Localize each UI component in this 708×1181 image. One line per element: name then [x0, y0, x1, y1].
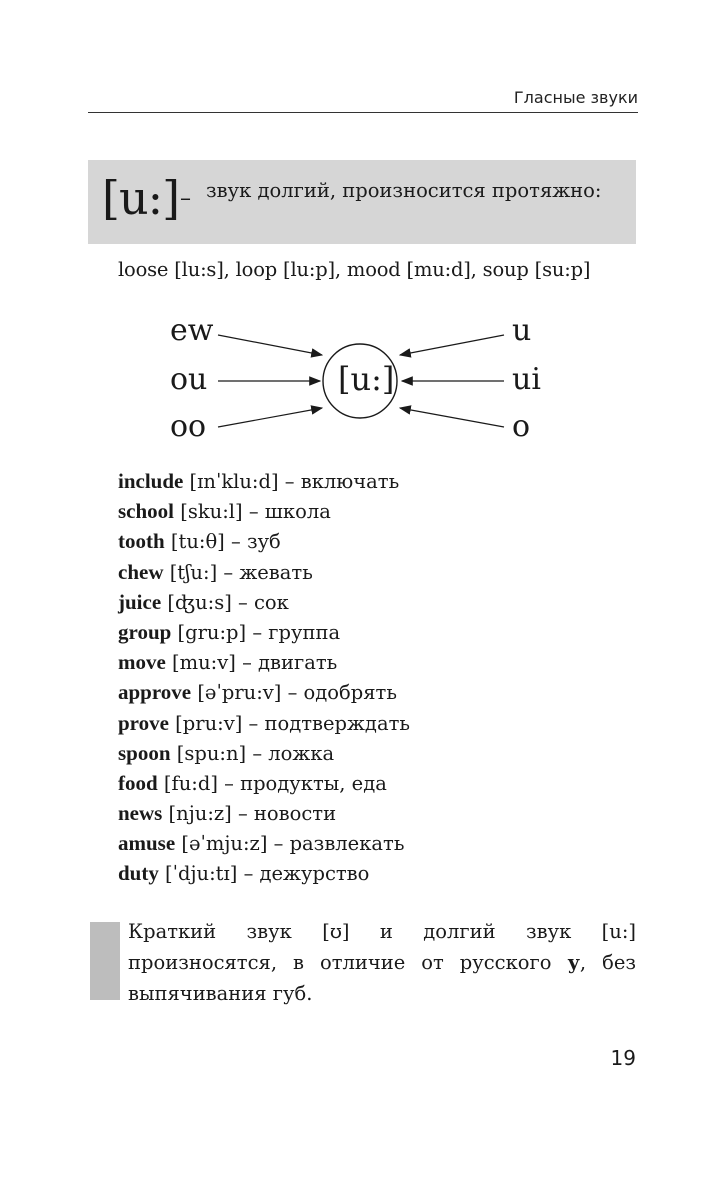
vocab-word: news	[118, 801, 163, 826]
sound-dash: –	[180, 186, 191, 211]
arrow-ew	[218, 335, 322, 355]
vocab-row	[118, 828, 410, 858]
vocab-definition: [pru:v] – подтверждать	[168, 711, 410, 735]
vocab-definition: [nju:z] – новости	[162, 802, 337, 826]
vocab-definition: [ˈdju:tɪ] – дежурство	[158, 862, 370, 886]
vocab-definition: [tu:θ] – зуб	[164, 530, 281, 554]
label-oo: oo	[170, 409, 207, 444]
vocab-word: group	[118, 619, 172, 644]
label-ou: ou	[170, 362, 208, 397]
vocab-definition: [mu:v] – двигать	[165, 651, 338, 675]
label-ui: ui	[512, 362, 541, 397]
vocab-row	[118, 738, 410, 768]
vocab-word: juice	[118, 589, 162, 614]
vocab-row	[118, 677, 410, 707]
page-number: 19	[610, 1046, 636, 1070]
vocab-word: prove	[118, 710, 169, 735]
vocab-row	[118, 798, 410, 828]
vocab-word: include	[118, 469, 184, 493]
vocab-definition: [sku:l] – школа	[174, 500, 331, 524]
note-letter: у	[567, 951, 580, 974]
label-ew: ew	[170, 313, 214, 348]
sound-symbol: [u:]	[102, 171, 180, 225]
vocab-word: duty	[118, 861, 159, 886]
vocab-row	[118, 526, 410, 556]
example-words: loose [lu:s], loop [lu:p], mood [mu:d], soup [su:p]	[118, 258, 591, 281]
note-paragraph	[128, 916, 636, 1009]
vocab-row	[118, 768, 410, 798]
vocabulary-list	[118, 466, 410, 889]
arrow-o	[400, 408, 504, 427]
vocab-row	[118, 708, 410, 738]
vocab-row	[118, 587, 410, 617]
vocab-word: approve	[118, 680, 192, 705]
label-u: u	[512, 313, 532, 348]
running-header: Гласные звуки	[513, 88, 638, 107]
spelling-diagram	[160, 305, 560, 455]
vocab-row	[118, 557, 410, 587]
vocab-word: spoon	[118, 740, 171, 765]
vocab-definition: [fu:d] – продукты, еда	[157, 771, 387, 795]
vocab-row	[118, 647, 410, 677]
note-text-after: , без выпячивания губ.	[128, 951, 637, 1005]
sound-box	[88, 160, 636, 244]
header-rule	[88, 112, 638, 113]
note-marker	[90, 922, 120, 1000]
vocab-row	[118, 496, 410, 526]
arrow-u	[400, 335, 504, 355]
vocab-definition: [ɪnˈklu:d] – включать	[183, 470, 400, 493]
vocab-row	[118, 466, 410, 496]
vocab-definition: [spu:n] – ложка	[170, 741, 335, 765]
vocab-definition: [ʤu:s] – сок	[161, 590, 289, 614]
vocab-word: school	[118, 499, 175, 524]
vocab-row	[118, 617, 410, 647]
vocab-word: move	[118, 650, 166, 675]
vocab-word: tooth	[118, 529, 165, 554]
vocab-row	[118, 858, 410, 888]
label-o: o	[512, 409, 531, 444]
vocab-definition: [əˈpru:v] – одобрять	[191, 681, 397, 705]
sound-description: звук долгий, произносится протяжно:	[206, 179, 602, 202]
note-text-before: Краткий звук [ʊ] и долгий звук [u:] произносятся, в отличие от русского	[128, 920, 636, 974]
arrow-oo	[218, 408, 322, 427]
vocab-definition: [tʃu:] – жевать	[163, 560, 313, 584]
vocab-word: amuse	[118, 831, 176, 856]
center-label: [u:]	[338, 360, 395, 398]
vocab-word: food	[118, 770, 158, 795]
vocab-definition: [gru:p] – группа	[171, 620, 341, 644]
vocab-definition: [əˈmju:z] – развлекать	[175, 832, 405, 856]
vocab-word: chew	[118, 559, 164, 584]
